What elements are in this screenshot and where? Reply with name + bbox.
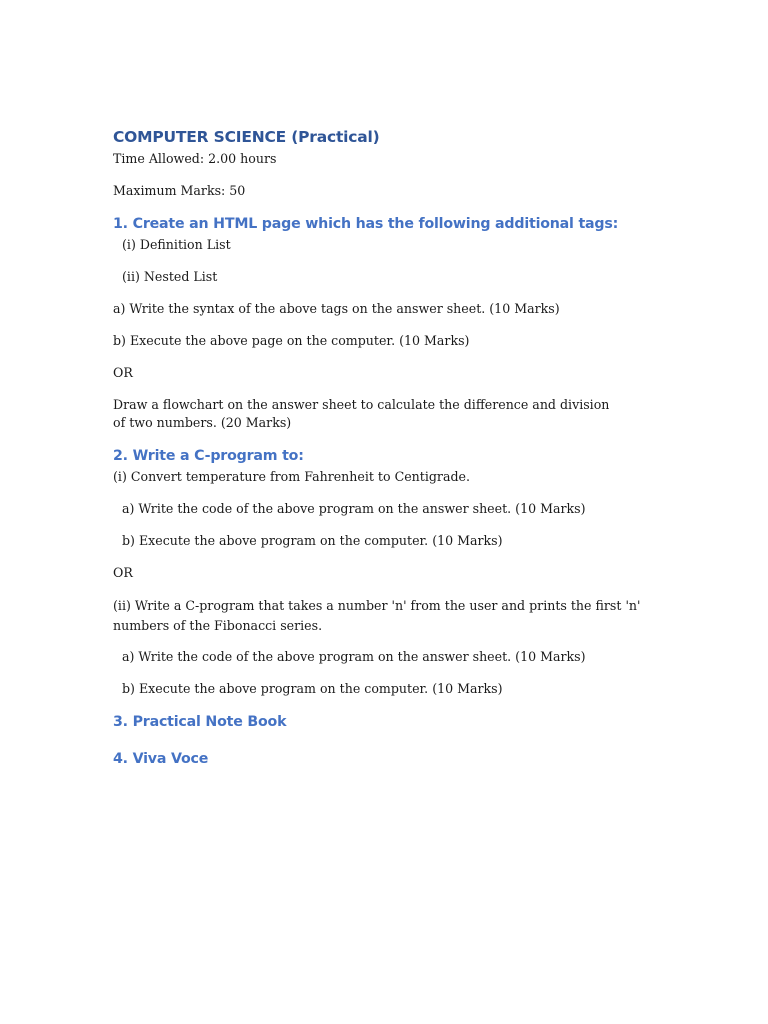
q2-item-1-part-a: a) Write the code of the above program on the answer sheet. (10 Marks) [122, 501, 586, 516]
document-page [113, 124, 658, 769]
q1-item-nested-list: (ii) Nested List [122, 269, 218, 284]
maximum-marks: Maximum Marks: 50 [113, 183, 246, 198]
q1-item-definition-list: (i) Definition List [122, 237, 231, 252]
q2-item-1: (i) Convert temperature from Fahrenheit to Centigrade. [113, 469, 470, 484]
q2-item-1-part-b: b) Execute the above program on the computer. (10 Marks) [122, 533, 503, 548]
question-3-heading: 3. Practical Note Book [113, 714, 287, 730]
q1-or: OR [113, 365, 133, 380]
question-4-heading: 4. Viva Voce [113, 751, 209, 767]
q2-or: OR [113, 565, 133, 580]
question-1-heading: 1. Create an HTML page which has the following additional tags: [113, 216, 619, 232]
time-allowed: Time Allowed: 2.00 hours [113, 151, 277, 166]
q1-alternative: Draw a flowchart on the answer sheet to calculate the difference and division of two numbers. (20 Marks) [113, 397, 610, 430]
q2-item-2-part-b: b) Execute the above program on the computer. (10 Marks) [122, 681, 503, 696]
q2-item-2: (ii) Write a C-program that takes a number 'n' from the user and prints the first 'n' numbers of the Fibonacci series. [113, 598, 641, 633]
q2-item-2-part-a: a) Write the code of the above program on the answer sheet. (10 Marks) [122, 649, 586, 664]
document-title: COMPUTER SCIENCE (Practical) [113, 128, 380, 146]
q1-part-a: a) Write the syntax of the above tags on the answer sheet. (10 Marks) [113, 301, 560, 316]
q1-part-b: b) Execute the above page on the computer. (10 Marks) [113, 333, 470, 348]
question-2-heading: 2. Write a C-program to: [113, 448, 304, 464]
